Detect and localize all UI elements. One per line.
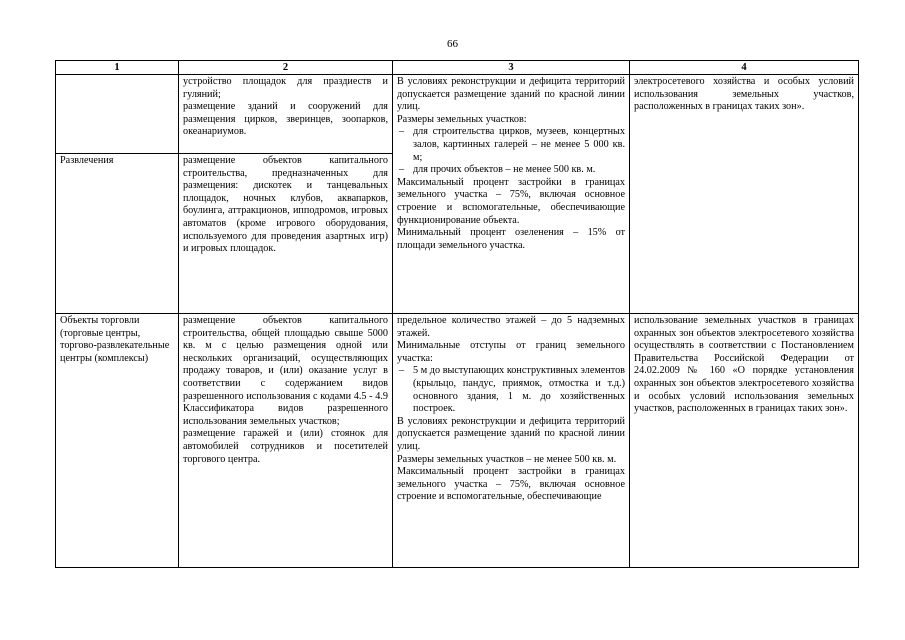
row3-col3-para4: Размеры земельных участков – не менее 500 кв. м. — [397, 453, 617, 465]
row3-col2-para1: размещение объектов капитального строительства, общей площадью свыше 5000 кв. м с целью размещения одной или нескольких организаций, осуществляющих продажу товаров, и (или) оказание услуг в соответствии с содержанием видов разрешенного использования с кодами 4.5 - 4.9 Классификатора видов разрешенного использования земельных участков; — [183, 315, 388, 427]
header-col-4: 4 — [630, 61, 859, 75]
row3-col3-list — [397, 365, 625, 415]
header-col-3: 3 — [393, 61, 630, 75]
row1-col3-list — [397, 126, 625, 176]
list-item: – для строительства цирков, музеев, концертных залов, картинных галерей – не менее 5 000 кв. м; — [397, 126, 625, 164]
row1-col2 — [179, 75, 393, 154]
row3-col3 — [393, 314, 630, 568]
table-row — [56, 314, 859, 568]
row1-col3-para2: Размеры земельных участков: — [397, 113, 527, 125]
row2-col2: размещение объектов капитального строительства, предназначенных для размещения: дискотек и танцевальных площадок, ночных клубов, аквапарков, боулинга, аттракционов, ипподромов, игровых автоматов (кроме игрового оборудования, используемого для проведения азартных игр) и игровых площадок. — [179, 154, 393, 314]
row1-col2-para1: устройство площадок для праздиеств и гуляний; — [183, 76, 388, 100]
list-item: – 5 м до выступающих конструктивных элементов (крыльцо, пандус, приямок, отмостка и т.д.) основного здания, 1 м. до хозяйственных построек. — [397, 365, 625, 415]
row1-col3 — [393, 75, 630, 314]
header-col-2: 2 — [179, 61, 393, 75]
row3-col3-para5: Максимальный процент застройки в границах земельного участка – 75%, включая основное строение и вспомогательные, обеспечивающие — [397, 466, 625, 503]
header-col-1: 1 — [56, 61, 179, 75]
row3-col2-para2: размещение гаражей и (или) стоянок для автомобилей сотрудников и посетителей торгового центра. — [183, 428, 388, 465]
row1-col3-para3: Максимальный процент застройки в границах земельного участка – 75%, включая основное строение и вспомогательные, обеспечивающие функционирование объекта. — [397, 176, 625, 226]
row3-col3-para2: Минимальные отступы от границ земельного участка: — [397, 340, 625, 364]
row2-col1: Развлечения — [56, 154, 179, 314]
land-use-table — [55, 60, 859, 568]
list-item: – для прочих объектов – не менее 500 кв. м. — [397, 164, 625, 177]
row3-col1: Объекты торговли (торговые центры, торгово-развлекательные центры (комплексы) — [56, 314, 179, 568]
page-number: 66 — [447, 38, 458, 50]
row1-col3-para4: Минимальный процент озеленения – 15% от площади земельного участка. — [397, 227, 625, 251]
row1-col4: электросетевого хозяйства и особых условий использования земельных участков, расположенных в границах таких зон». — [630, 75, 859, 314]
row1-col3-para1: В условиях реконструкции и дефицита территорий допускается размещение зданий по красной линии улиц. — [397, 76, 625, 113]
row3-col3-para3: В условиях реконструкции и дефицита территорий допускается размещение зданий по красной линии улиц. — [397, 415, 625, 452]
row1-col2-para2: размещение зданий и сооружений для размещения цирков, зверинцев, зоопарков, океанариумов. — [183, 101, 388, 138]
row3-col2 — [179, 314, 393, 568]
table-row — [56, 75, 859, 154]
table-header-row — [56, 61, 859, 75]
row3-col3-para1: предельное количество этажей – до 5 надземных этажей. — [397, 315, 625, 339]
row3-col4: использование земельных участков в границах охранных зон объектов электросетевого хозяйства осуществлять в соответствии с Постановлением Правительства Российской Федерации от 24.02.2009 № 160 «О порядке установления охранных зон объектов электросетевого хозяйства и особых условий использования земельных участков, расположенных в границах таких зон». — [630, 314, 859, 568]
row1-col1 — [56, 75, 179, 154]
